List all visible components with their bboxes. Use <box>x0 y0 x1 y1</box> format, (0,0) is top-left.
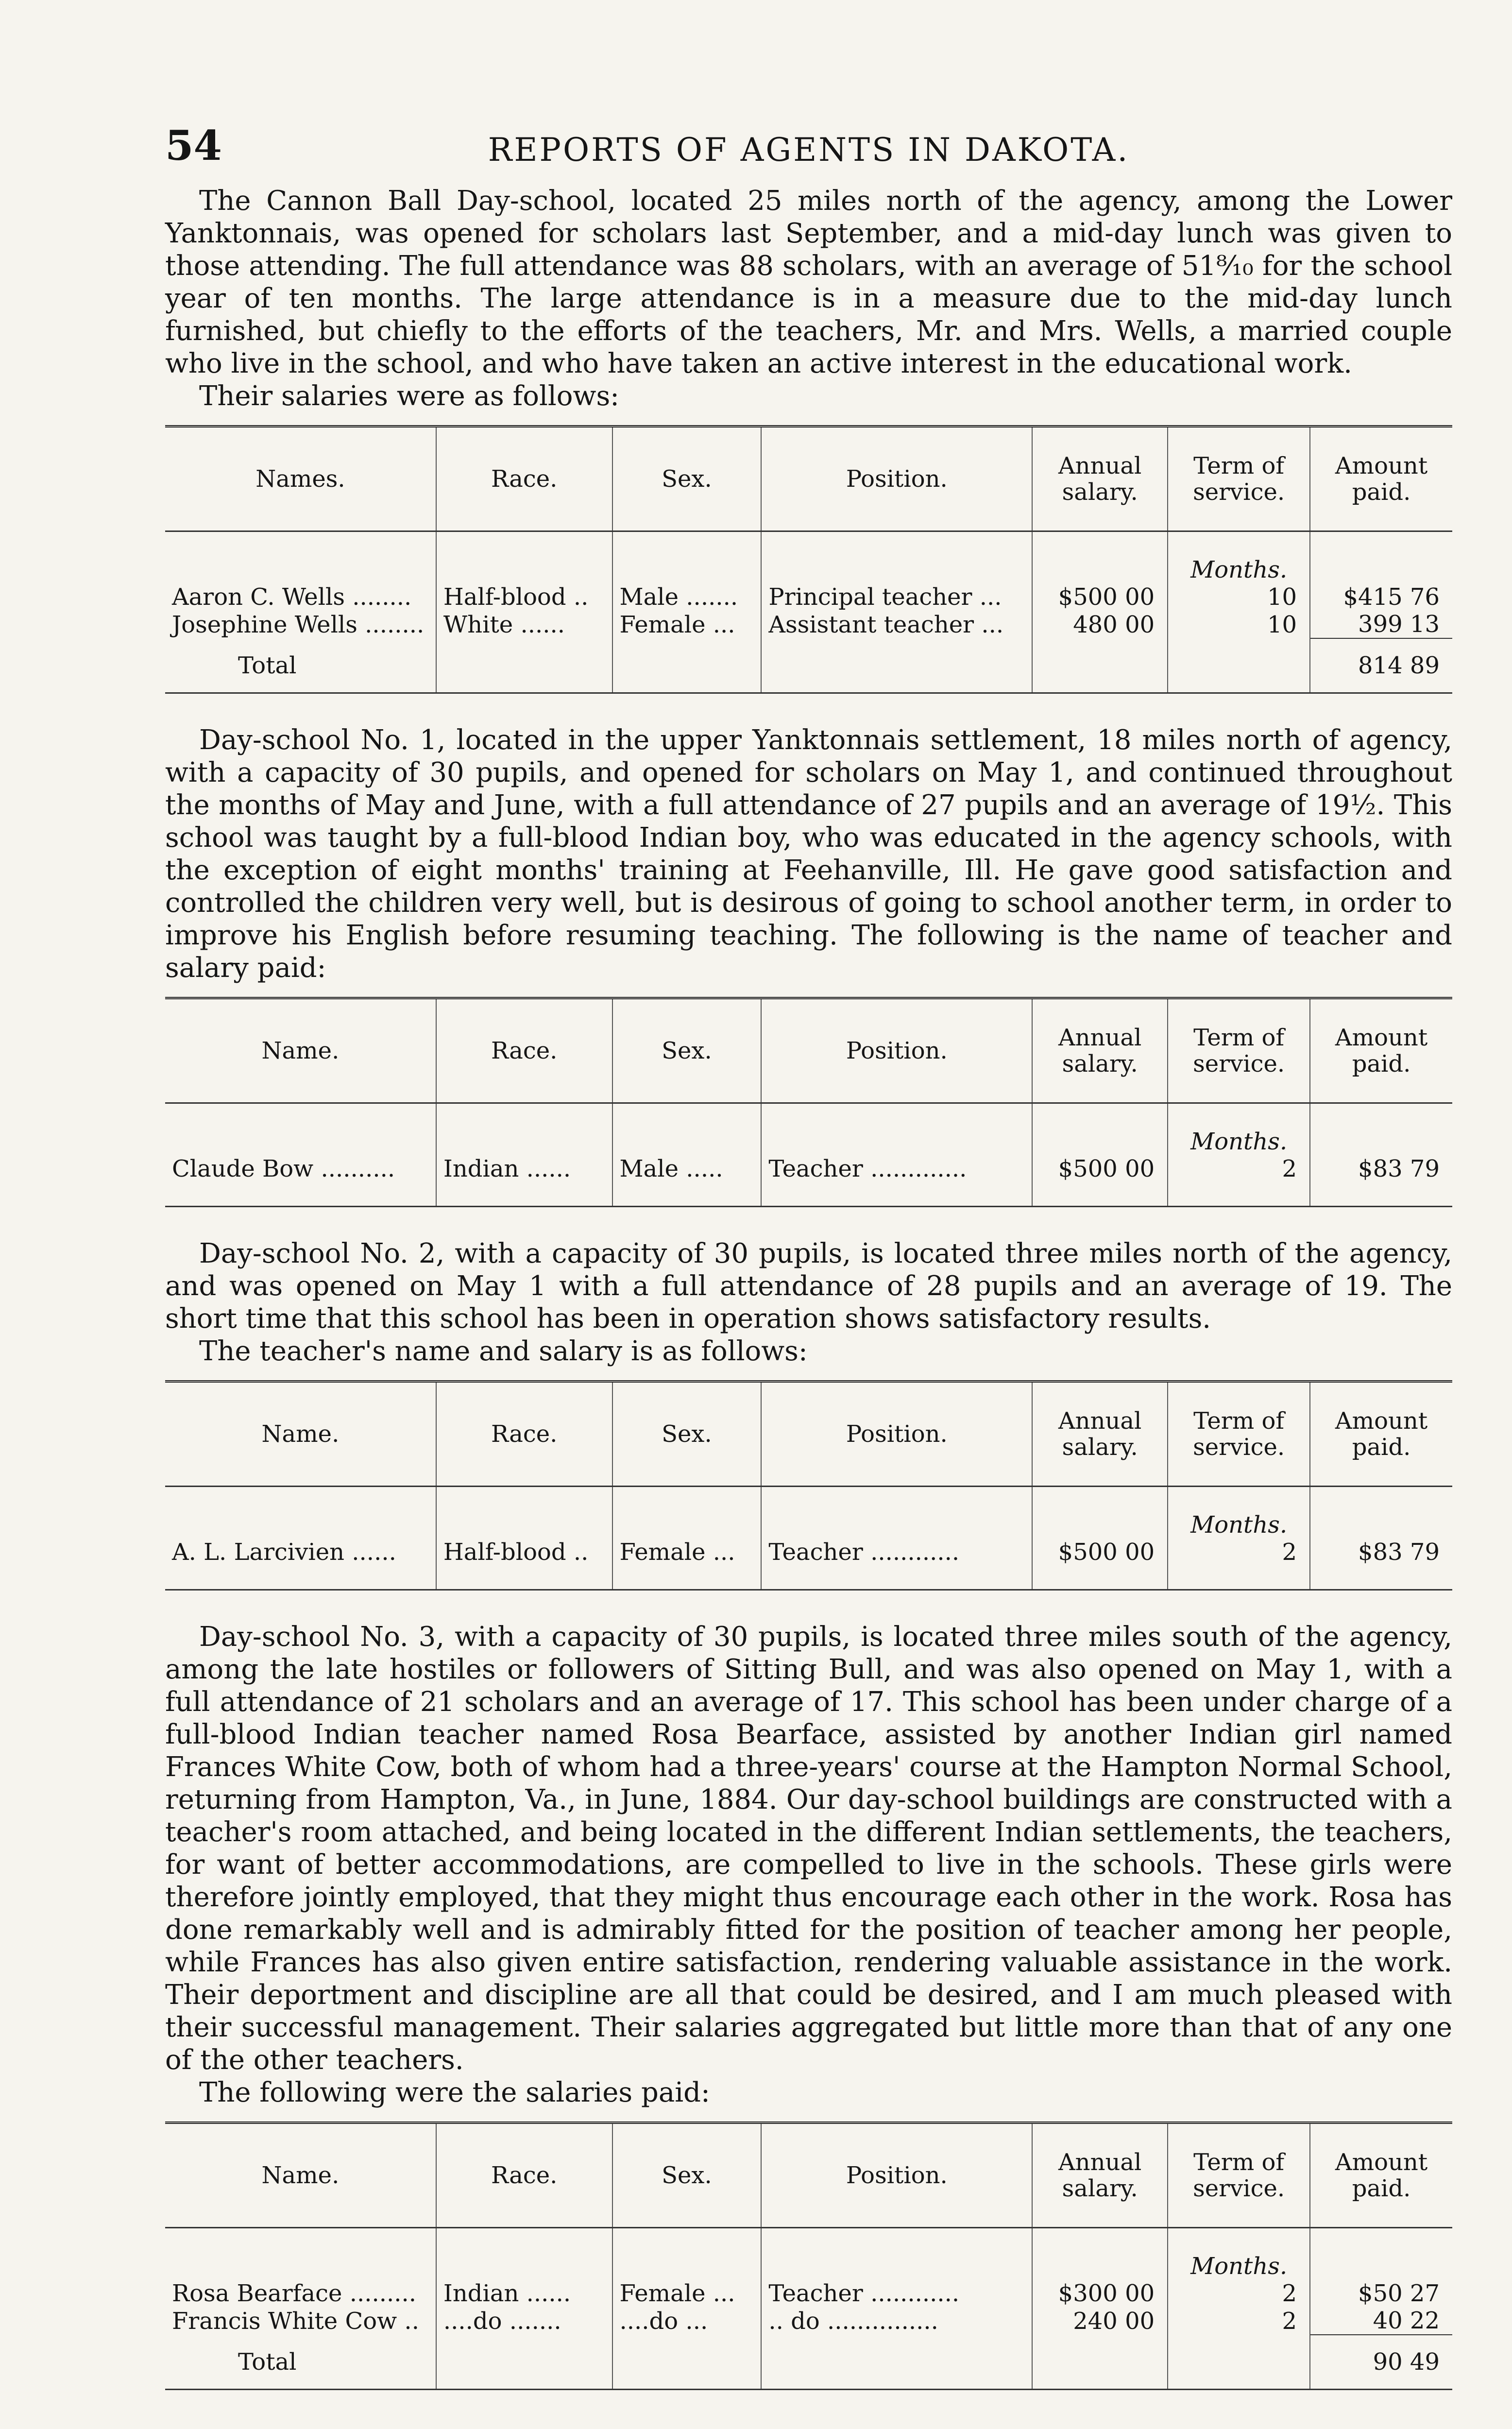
column-header: Annual salary. <box>1032 2124 1168 2228</box>
table-cell: 2 <box>1168 2280 1310 2307</box>
salary-table <box>165 1380 1452 1591</box>
table-cell: Male ..... <box>612 1155 762 1182</box>
column-header: Race. <box>436 999 612 1103</box>
table-row <box>165 1539 1452 1566</box>
table-cell: 240 00 <box>1032 2307 1168 2335</box>
table-cell: Teacher ............. <box>761 1155 1032 1182</box>
table-row <box>165 2280 1452 2307</box>
table-cell: $500 00 <box>1032 1539 1168 1566</box>
table-row <box>165 2307 1452 2335</box>
table-header-row <box>165 999 1452 1103</box>
column-header: Sex. <box>612 2124 762 2228</box>
column-header: Amount paid. <box>1310 428 1452 531</box>
total-row <box>165 2335 1452 2389</box>
table-header-row <box>165 1383 1452 1487</box>
column-header: Race. <box>436 428 612 531</box>
table-header-row <box>165 2124 1452 2228</box>
table-cell: $50 27 <box>1310 2280 1452 2307</box>
column-header: Annual salary. <box>1032 999 1168 1103</box>
table-cell: $500 00 <box>1032 583 1168 611</box>
paragraph: The Cannon Ball Day-school, located 25 miles north of the agency, among the Lower Yanktonnais, was opened for scholars last September, and a mid-day lunch was given to those attending. The full attendance was 88 scholars, with an average of 51⁸⁄₁₀ for the school year of ten months. The large attendance is in a measure due to the mid-day lunch furnished, but chiefly to the efforts of the teachers, Mr. and Mrs. Wells, a married couple who live in the school, and who have taken an active interest in the educational work. <box>165 185 1452 379</box>
units-label: Months. <box>1168 1127 1310 1155</box>
paragraph: Day-school No. 3, with a capacity of 30 pupils, is located three miles south of the agency, among the late hostiles or followers of Sitting Bull, and was also opened on May 1, with a full attendance of 21 scholars and an average of 17. This school has been under charge of a full-blood Indian teacher named Rosa Bearface, assisted by another Indian girl named Frances White Cow, both of whom had a three-years' course at the Hampton Normal School, returning from Hampton, Va., in June, 1884. Our day-school buildings are constructed with a teacher's room attached, and being located in the different Indian settlements, the teachers, for want of better accommodations, are compelled to live in the schools. These girls were therefore jointly employed, that they might thus encourage each other in the work. Rosa has done remarkably well and is admirably fitted for the position of teacher among her people, while Frances has also given entire satisfaction, rendering valuable assistance in the work. Their deportment and discipline are all that could be desired, and I am much pleased with their successful management. Their salaries aggregated but little more than that of any one of the other teachers. <box>165 1621 1452 2076</box>
column-header: Amount paid. <box>1310 999 1452 1103</box>
column-header: Amount paid. <box>1310 1383 1452 1487</box>
table-cell: Half-blood .. <box>436 583 612 611</box>
table-cell: $83 79 <box>1310 1155 1452 1182</box>
table-cell: Female ... <box>612 1539 762 1566</box>
table-cell: Josephine Wells ........ <box>172 611 425 638</box>
column-header: Position. <box>761 2124 1032 2228</box>
page-header <box>165 112 1452 185</box>
column-header: Amount paid. <box>1310 2124 1452 2228</box>
units-label: Months. <box>1168 1510 1310 1539</box>
table-cell: Female ... <box>612 611 762 638</box>
salary-table <box>165 2121 1452 2390</box>
table-cell: White ...... <box>436 611 612 638</box>
table-cell: 2 <box>1168 2307 1310 2335</box>
table-row <box>165 583 1452 611</box>
table-cell: Principal teacher ... <box>761 583 1032 611</box>
column-header: Race. <box>436 2124 612 2228</box>
table-cell: Teacher ............ <box>761 1539 1032 1566</box>
salary-table <box>165 425 1452 694</box>
table-cell: Half-blood .. <box>436 1539 612 1566</box>
total-amount: 814 89 <box>1310 638 1452 692</box>
document-page <box>165 112 1452 2420</box>
table-cell: $300 00 <box>1032 2280 1168 2307</box>
table-cell: $83 79 <box>1310 1539 1452 1566</box>
report-body <box>165 185 1452 2390</box>
table-cell: 480 00 <box>1032 611 1168 638</box>
column-header: Sex. <box>612 428 762 531</box>
table-cell: Assistant teacher ... <box>761 611 1032 638</box>
table-cell: .. do ............... <box>761 2307 1032 2335</box>
column-header: Position. <box>761 428 1032 531</box>
table-cell: $415 76 <box>1310 583 1452 611</box>
table-cell: 10 <box>1168 611 1310 638</box>
column-header: Term of service. <box>1168 2124 1310 2228</box>
table-cell: ....do ... <box>612 2307 762 2335</box>
table-lead-in: The following were the salaries paid: <box>199 2077 710 2108</box>
total-row <box>165 638 1452 692</box>
table-cell: 40 22 <box>1310 2307 1452 2335</box>
column-header: Sex. <box>612 1383 762 1487</box>
column-header: Term of service. <box>1168 1383 1310 1487</box>
column-header: Term of service. <box>1168 999 1310 1103</box>
table-cell: Rosa Bearface ......... <box>172 2280 417 2307</box>
table-cell: Female ... <box>612 2280 762 2307</box>
column-header: Name. <box>165 999 436 1103</box>
running-title: REPORTS OF AGENTS IN DAKOTA. <box>488 131 1130 169</box>
table-header-row <box>165 428 1452 531</box>
table-cell: 2 <box>1168 1155 1310 1182</box>
table-row <box>165 611 1452 638</box>
paragraph: Day-school No. 1, located in the upper Yanktonnais settlement, 18 miles north of agency, with a capacity of 30 pupils, and opened for scholars on May 1, and continued throughout the months of May and June, with a full attendance of 27 pupils and an average of 19½. This school was taught by a full-blood Indian boy, who was educated in the agency schools, with the exception of eight months' training at Feehanville, Ill. He gave good satisfaction and controlled the children very well, but is desirous of going to school another term, in order to improve his English before resuming teaching. The following is the name of teacher and salary paid: <box>165 724 1452 984</box>
total-label: Total <box>238 2348 297 2376</box>
paragraph: Day-school No. 2, with a capacity of 30 pupils, is located three miles north of the agency, and was opened on May 1 with a full attendance of 28 pupils and an average of 19. The short time that this school has been in operation shows satisfactory results. <box>165 1238 1452 1334</box>
table-cell: Claude Bow .......... <box>172 1155 395 1182</box>
table-cell: Francis White Cow .. <box>172 2308 419 2335</box>
table-cell: Teacher ............ <box>761 2280 1032 2307</box>
table-cell: Aaron C. Wells ........ <box>172 583 412 611</box>
table-cell: A. L. Larcivien ...... <box>172 1539 396 1566</box>
table-cell: Indian ...... <box>436 1155 612 1182</box>
column-header: Position. <box>761 999 1032 1103</box>
units-label: Months. <box>1168 2252 1310 2280</box>
salary-table <box>165 997 1452 1207</box>
table-cell: 10 <box>1168 583 1310 611</box>
table-cell: Male ....... <box>612 583 762 611</box>
table-cell: Indian ...... <box>436 2280 612 2307</box>
column-header: Sex. <box>612 999 762 1103</box>
column-header: Race. <box>436 1383 612 1487</box>
total-label: Total <box>238 651 297 679</box>
page-number: 54 <box>165 121 222 170</box>
table-cell: ....do ....... <box>436 2307 612 2335</box>
units-label: Months. <box>1168 555 1310 583</box>
column-header: Annual salary. <box>1032 1383 1168 1487</box>
column-header: Annual salary. <box>1032 428 1168 531</box>
column-header: Name. <box>165 2124 436 2228</box>
table-cell: 2 <box>1168 1539 1310 1566</box>
table-row <box>165 1155 1452 1182</box>
table-cell: $500 00 <box>1032 1155 1168 1182</box>
table-lead-in: Their salaries were as follows: <box>199 380 620 412</box>
column-header: Term of service. <box>1168 428 1310 531</box>
column-header: Names. <box>165 428 436 531</box>
total-amount: 90 49 <box>1310 2335 1452 2389</box>
table-lead-in: The teacher's name and salary is as follows: <box>199 1335 808 1367</box>
table-cell: 399 13 <box>1310 611 1452 638</box>
column-header: Name. <box>165 1383 436 1487</box>
column-header: Position. <box>761 1383 1032 1487</box>
